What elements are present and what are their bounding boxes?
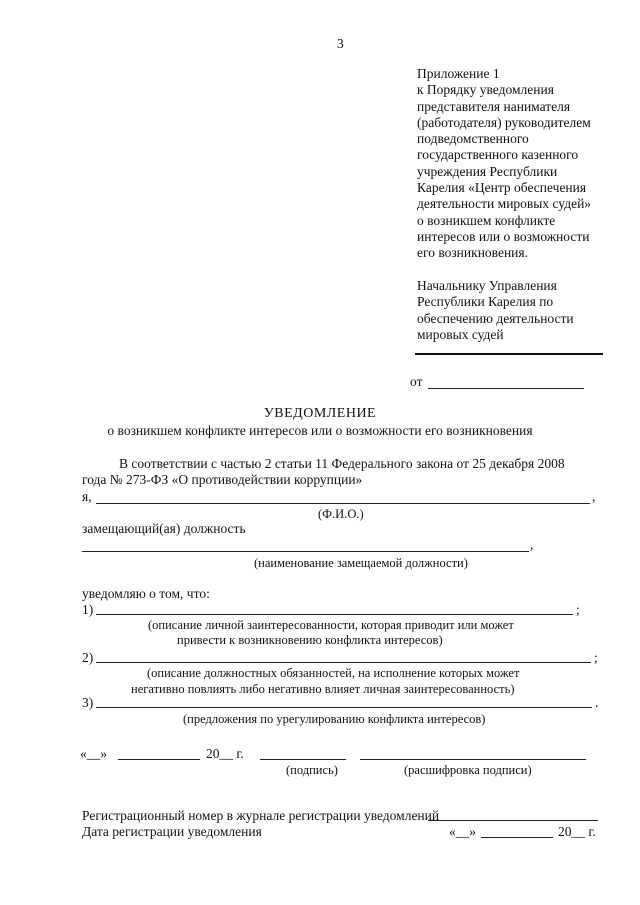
item-2-caption: негативно повлиять либо негативно влияет личная заинтересованность) (131, 682, 515, 696)
appendix-line: деятельности мировых судей» (417, 196, 592, 212)
intro-line-2: года № 273-ФЗ «О противодействии коррупции» (82, 472, 363, 487)
item-3-caption: (предложения по урегулированию конфликта интересов) (183, 712, 486, 726)
signature-field[interactable] (260, 759, 346, 760)
reg-number-label: Регистрационный номер в журнале регистрации уведомлений (82, 808, 440, 823)
reg-number-field[interactable] (428, 820, 598, 821)
document-subtitle: о возникшем конфликте интересов или о возможности его возникновения (107, 423, 533, 438)
addressee-line: мировых судей (417, 326, 504, 342)
page-number: 3 (337, 36, 344, 51)
addressee-name-field[interactable] (415, 353, 603, 355)
item-2-field[interactable] (96, 662, 591, 663)
position-field[interactable] (82, 551, 529, 552)
date-year: 20__ г. (206, 746, 244, 761)
item-1-end: ; (576, 602, 580, 617)
item-1-caption: (описание личной заинтересованности, которая приводит или может (148, 618, 514, 632)
appendix-line: подведомственного (417, 131, 529, 147)
item-2-number: 2) (82, 650, 94, 665)
addressee-block (417, 278, 622, 343)
appendix-line: государственного казенного (417, 147, 579, 163)
item-3-number: 3) (82, 695, 94, 710)
item-1-caption: привести к возникновению конфликта интересов) (177, 633, 443, 647)
intro-line-1: В соответствии с частью 2 статьи 11 Федерального закона от 25 декабря 2008 (119, 456, 565, 471)
fio-field[interactable] (96, 503, 590, 504)
item-3-end: . (595, 695, 599, 710)
position-caption: (наименование замещаемой должности) (254, 556, 468, 570)
item-2-caption: (описание должностных обязанностей, на исполнение которых может (147, 666, 520, 680)
appendix-line: (работодателя) руководителем (417, 114, 591, 130)
fio-caption: (Ф.И.О.) (318, 507, 364, 521)
date-month-field[interactable] (118, 759, 200, 760)
notify-label: уведомляю о том, что: (82, 586, 210, 601)
appendix-line: о возникшем конфликте (417, 212, 556, 228)
signature-decode-field[interactable] (360, 759, 586, 760)
i-label: я, (82, 489, 92, 504)
reg-date-month-field[interactable] (481, 837, 553, 838)
signature-caption: (подпись) (286, 763, 338, 777)
date-day: «__» (80, 746, 107, 761)
item-3-field[interactable] (96, 707, 592, 708)
from-label: от (410, 374, 423, 389)
appendix-block (417, 66, 622, 262)
appendix-line: учреждения Республики (417, 163, 558, 179)
appendix-line: Карелия «Центр обеспечения (417, 180, 587, 196)
appendix-line: к Порядку уведомления (417, 82, 554, 98)
addressee-line: обеспечению деятельности (417, 310, 574, 326)
item-1-number: 1) (82, 602, 94, 617)
item-1-field[interactable] (96, 614, 573, 615)
addressee-line: Республики Карелия по (417, 294, 554, 310)
document-title: УВЕДОМЛЕНИЕ (263, 406, 377, 421)
reg-date-day: «__» (449, 824, 476, 839)
comma: , (592, 489, 596, 504)
appendix-line: интересов или о возможности (417, 228, 590, 244)
appendix-line: его возникновения. (417, 245, 528, 261)
appendix-line: Приложение 1 (417, 66, 500, 81)
reg-date-year: 20__ г. (558, 824, 596, 839)
appendix-line: представителя нанимателя (417, 98, 571, 114)
reg-date-label: Дата регистрации уведомления (82, 824, 262, 839)
from-field[interactable] (428, 388, 584, 389)
position-label: замещающий(ая) должность (82, 521, 246, 536)
decode-caption: (расшифровка подписи) (404, 763, 532, 777)
addressee-line: Начальнику Управления (417, 278, 557, 293)
item-2-end: ; (594, 650, 598, 665)
comma: , (530, 537, 534, 552)
